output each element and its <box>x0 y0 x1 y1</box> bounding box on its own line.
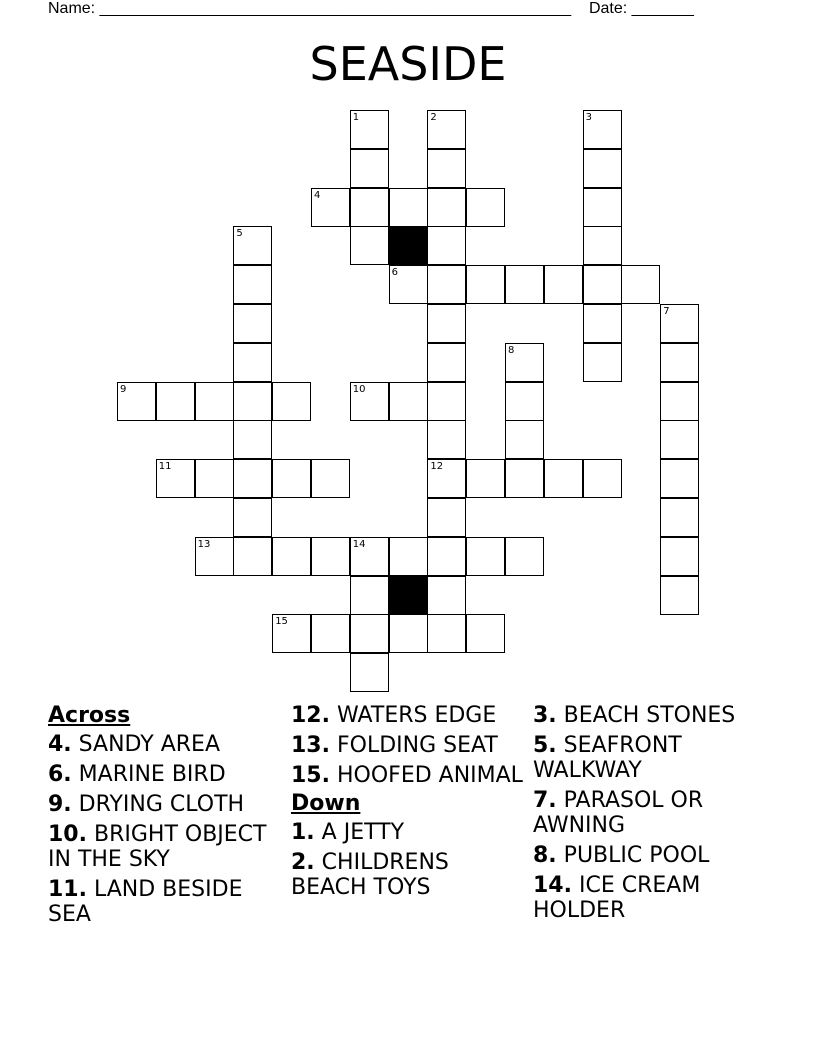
grid-cell[interactable] <box>466 265 505 304</box>
grid-cell[interactable] <box>427 149 466 188</box>
grid-cell[interactable] <box>311 537 350 576</box>
grid-cell[interactable] <box>621 265 660 304</box>
grid-cell[interactable] <box>350 614 389 653</box>
grid-cell[interactable] <box>311 459 350 498</box>
grid-cell[interactable] <box>272 382 311 421</box>
grid-cell[interactable] <box>195 537 234 576</box>
clue-number-label: 15. <box>291 763 330 788</box>
grid-cell[interactable] <box>583 343 622 382</box>
grid-cell[interactable] <box>505 382 544 421</box>
clue-number: 8 <box>508 344 515 356</box>
grid-cell[interactable] <box>350 537 389 576</box>
clue-number: 11 <box>158 461 172 473</box>
clue-text: A JETTY <box>321 820 405 845</box>
grid-cell[interactable] <box>427 226 466 265</box>
clue-text: BEACH STONES <box>563 703 736 728</box>
clue-item <box>533 788 768 838</box>
clue-number: 15 <box>275 616 288 628</box>
clue-number: 12 <box>430 461 444 473</box>
grid-cell[interactable] <box>195 382 234 421</box>
grid-cell[interactable] <box>350 110 389 149</box>
name-field-label[interactable]: Name: _____________________________________________________ <box>48 0 572 17</box>
grid-block-cell <box>389 576 428 615</box>
down-heading: Down <box>291 791 361 816</box>
grid-cell[interactable] <box>427 537 466 576</box>
grid-cell[interactable] <box>427 265 466 304</box>
clue-item <box>48 762 283 787</box>
clue-number-label: 8. <box>533 843 557 868</box>
grid-cell[interactable] <box>117 382 156 421</box>
clue-text: PUBLIC POOL <box>563 843 710 868</box>
grid-cell[interactable] <box>233 537 272 576</box>
grid-cell[interactable] <box>505 537 544 576</box>
grid-cell[interactable] <box>233 304 272 343</box>
grid-cell[interactable] <box>233 382 272 421</box>
grid-cell[interactable] <box>505 420 544 459</box>
clue-item <box>48 822 283 872</box>
across-clue-list <box>48 732 283 927</box>
clue-number: 3 <box>585 112 592 123</box>
grid-cell[interactable] <box>660 537 699 576</box>
clue-number-label: 1. <box>291 820 315 845</box>
grid-cell[interactable] <box>660 304 699 343</box>
clue-text: SEAFRONT WALKWAY <box>533 733 682 783</box>
grid-cell[interactable] <box>427 498 466 537</box>
grid-cell[interactable] <box>350 188 389 227</box>
clue-number: 5 <box>236 228 243 240</box>
grid-cell[interactable] <box>427 459 466 498</box>
clue-column-1 <box>48 703 283 932</box>
grid-cell[interactable] <box>583 188 622 227</box>
clue-number: 4 <box>314 189 321 201</box>
grid-cell[interactable] <box>233 265 272 304</box>
date-field-label[interactable]: Date: _______ <box>588 0 694 17</box>
grid-cell[interactable] <box>583 149 622 188</box>
grid-cell[interactable] <box>427 110 466 149</box>
grid-cell[interactable] <box>389 537 428 576</box>
clue-text: HOOFED ANIMAL <box>336 763 523 788</box>
grid-cell[interactable] <box>233 459 272 498</box>
clue-item <box>48 732 283 757</box>
grid-cell[interactable] <box>350 149 389 188</box>
grid-cell[interactable] <box>583 304 622 343</box>
clue-number-label: 3. <box>533 703 557 728</box>
grid-cell[interactable] <box>660 576 699 615</box>
clue-text: ICE CREAM HOLDER <box>533 873 701 923</box>
clue-number-label: 14. <box>533 873 572 898</box>
clue-number: 14 <box>352 538 366 550</box>
clue-number-label: 13. <box>291 733 330 758</box>
grid-cell[interactable] <box>350 576 389 615</box>
grid-cell[interactable] <box>544 265 583 304</box>
clue-item <box>533 703 768 728</box>
grid-cell[interactable] <box>350 226 389 265</box>
grid-cell[interactable] <box>233 343 272 382</box>
clue-number: 13 <box>197 538 211 550</box>
clue-item <box>291 763 526 788</box>
clue-item <box>291 820 526 845</box>
clue-item <box>533 733 768 783</box>
grid-cell[interactable] <box>350 653 389 692</box>
grid-cell[interactable] <box>660 382 699 421</box>
grid-cell[interactable] <box>350 382 389 421</box>
across-heading: Across <box>48 703 131 728</box>
clue-number: 10 <box>352 383 366 395</box>
down-clue-list-continued <box>533 703 768 923</box>
clue-number-label: 7. <box>533 788 557 813</box>
grid-cell[interactable] <box>427 614 466 653</box>
clue-number-label: 2. <box>291 850 315 875</box>
grid-cell[interactable] <box>660 498 699 537</box>
clue-number: 1 <box>352 112 360 123</box>
grid-cell[interactable] <box>427 343 466 382</box>
clue-item <box>48 792 283 817</box>
grid-cell[interactable] <box>389 188 428 227</box>
clue-number-label: 6. <box>48 762 72 787</box>
grid-cell[interactable] <box>583 226 622 265</box>
grid-cell[interactable] <box>466 459 505 498</box>
grid-cell[interactable] <box>233 420 272 459</box>
clue-number: 9 <box>120 383 127 395</box>
grid-cell[interactable] <box>505 265 544 304</box>
grid-block-cell <box>389 226 428 265</box>
grid-cell[interactable] <box>156 459 195 498</box>
grid-cell[interactable] <box>660 459 699 498</box>
grid-cell[interactable] <box>466 188 505 227</box>
clue-column-2 <box>291 703 526 905</box>
clue-column-3 <box>533 703 768 928</box>
grid-cell[interactable] <box>660 420 699 459</box>
grid-cell[interactable] <box>311 188 350 227</box>
clue-text: FOLDING SEAT <box>336 733 498 758</box>
grid-cell[interactable] <box>505 343 544 382</box>
clue-number: 7 <box>663 306 670 317</box>
grid-cell[interactable] <box>272 537 311 576</box>
clue-number-label: 4. <box>48 732 72 757</box>
clue-item <box>533 843 768 868</box>
clue-text: BRIGHT OBJECT IN THE SKY <box>48 822 267 872</box>
clue-item <box>291 733 526 758</box>
clue-item <box>533 873 768 923</box>
grid-cell[interactable] <box>583 110 622 149</box>
grid-cell[interactable] <box>233 498 272 537</box>
clue-item <box>291 703 526 728</box>
grid-cell[interactable] <box>427 188 466 227</box>
grid-cell[interactable] <box>583 265 622 304</box>
clue-number-label: 12. <box>291 703 330 728</box>
clue-text: SANDY AREA <box>78 732 221 757</box>
clue-number-label: 5. <box>533 733 557 758</box>
clue-item <box>48 877 283 927</box>
grid-cell[interactable] <box>389 265 428 304</box>
grid-cell[interactable] <box>427 304 466 343</box>
clue-text: DRYING CLOTH <box>78 792 245 817</box>
clue-number: 2 <box>430 112 437 123</box>
grid-cell[interactable] <box>466 614 505 653</box>
grid-cell[interactable] <box>544 459 583 498</box>
grid-cell[interactable] <box>311 614 350 653</box>
grid-cell[interactable] <box>233 226 272 265</box>
grid-cell[interactable] <box>660 343 699 382</box>
grid-cell[interactable] <box>389 382 428 421</box>
clue-number-label: 10. <box>48 822 87 847</box>
clue-text: MARINE BIRD <box>78 762 226 787</box>
clue-text: CHILDRENS BEACH TOYS <box>291 850 449 900</box>
grid-cell[interactable] <box>272 459 311 498</box>
clue-item <box>291 850 526 900</box>
clue-text: LAND BESIDE SEA <box>48 877 243 927</box>
grid-cell[interactable] <box>505 459 544 498</box>
across-clue-list-continued <box>291 703 526 788</box>
clue-number: 6 <box>391 267 398 279</box>
grid-cell[interactable] <box>272 614 311 653</box>
grid-cell[interactable] <box>466 537 505 576</box>
grid-cell[interactable] <box>389 614 428 653</box>
clue-text: WATERS EDGE <box>336 703 497 728</box>
grid-cell[interactable] <box>583 459 622 498</box>
clue-number-label: 9. <box>48 792 72 817</box>
grid-cell[interactable] <box>427 576 466 615</box>
grid-cell[interactable] <box>156 382 195 421</box>
clue-text: PARASOL OR AWNING <box>533 788 704 838</box>
grid-cell[interactable] <box>427 420 466 459</box>
puzzle-title: SEASIDE <box>309 37 507 91</box>
clue-number-label: 11. <box>48 877 87 902</box>
down-clue-list <box>291 820 526 900</box>
grid-cell[interactable] <box>427 382 466 421</box>
grid-cell[interactable] <box>195 459 234 498</box>
